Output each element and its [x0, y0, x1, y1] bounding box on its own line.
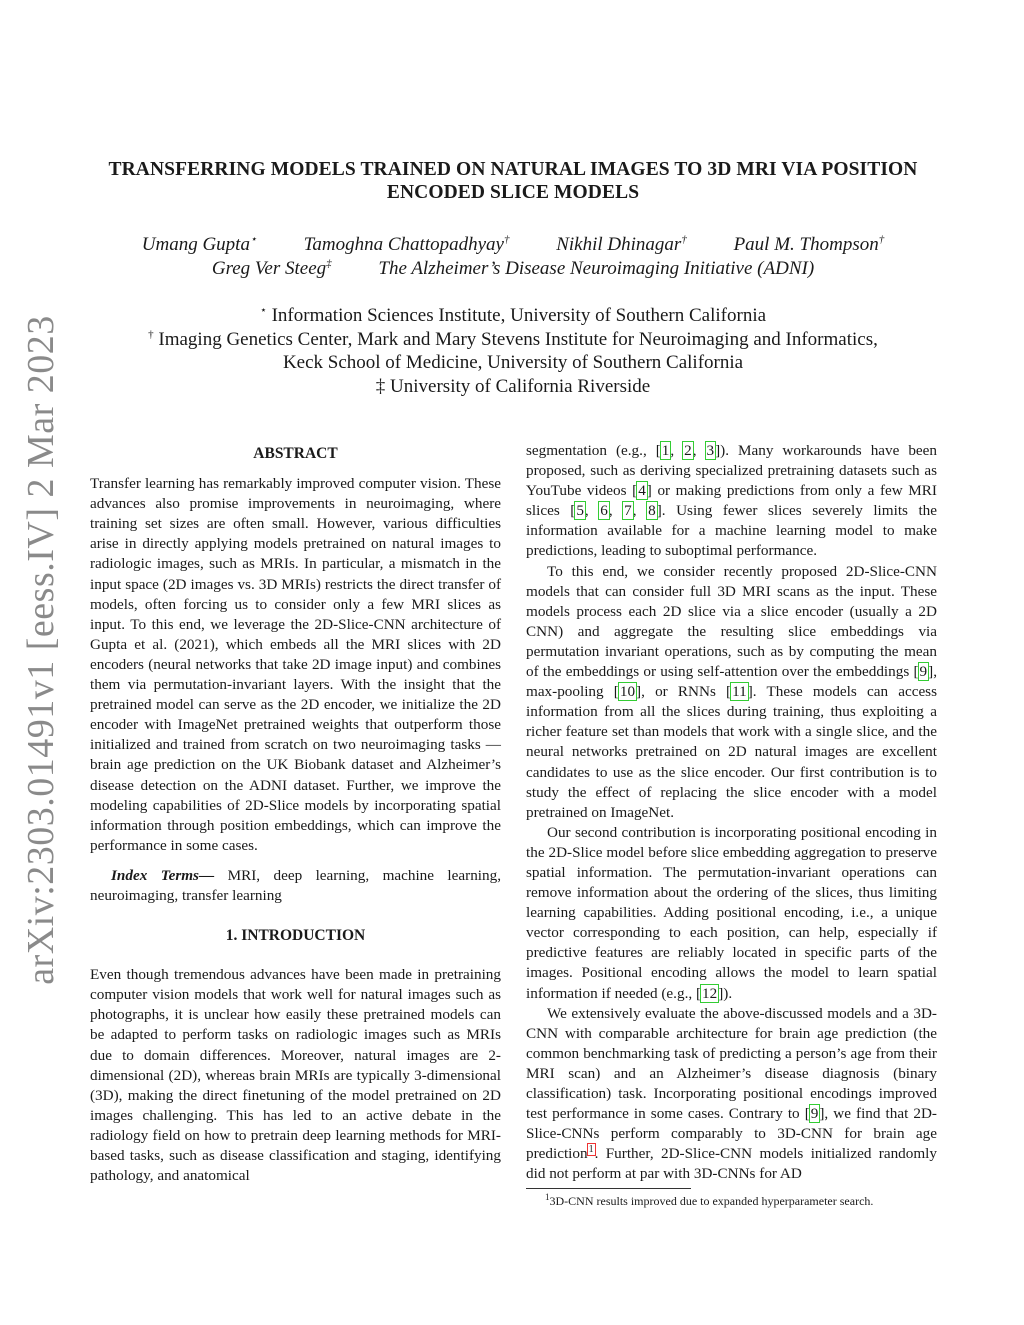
intro-paragraph: segmentation (e.g., [1, 2, 3]). Many workarounds have been proposed, such as deriving specialized pretraining datasets such as YouTube videos [4] or making predictions from only a few MRI slices [5, 6, 7, 8]. Using fewer slices severely limits the information available for a machine learning model to make predictions, leading to suboptimal performance. [526, 442, 938, 560]
footnote: $^1$3D-CNN results improved due to expanded hyperparameter search. [545, 1192, 874, 1208]
abstract-heading: ABSTRACT [253, 445, 338, 462]
citation-link[interactable]: 7 [624, 502, 632, 520]
author-list [90, 233, 936, 281]
citation-link[interactable]: 11 [732, 683, 747, 701]
intro-paragraph: Even though tremendous advances have been made in pretraining computer vision models that work well for natural images such as photographs, it is unclear how easily these pretrained models can be adapted to perform tasks on radiologic images such as MRIs due to domain differences. Moreover, natural images are 2-dimensional (2D), whereas brain MRIs are typically 3-dimensional (3D), making the direct finetuning of the model pretrained on 2D images challenging. This has led to an active debate in the radiology field on how to pretrain deep learning methods for MRI-based tasks, such as disease classification and staging, identifying pathology, and anatomical [90, 966, 501, 1185]
citation-link[interactable]: 1 [661, 442, 670, 459]
citation-link[interactable]: 3 [706, 442, 715, 459]
arxiv-identifier: arXiv:2303.01491v1 [eess.IV] 2 Mar 2023 [20, 315, 62, 985]
index-terms: Index Terms— MRI, deep learning, machine learning, neuroimaging, transfer learning [90, 866, 501, 904]
citation-link[interactable]: 12 [702, 984, 718, 1002]
citation-link[interactable]: 9 [810, 1105, 819, 1123]
affiliations [90, 304, 936, 398]
author: Greg Ver Steeg‡ [211, 257, 332, 279]
citation-link[interactable]: 10 [619, 683, 636, 701]
left-column [90, 440, 501, 1186]
citation-link[interactable]: 6 [600, 502, 608, 520]
affiliation: ⋆ Information Sciences Institute, University of Southern California [259, 304, 767, 326]
intro-paragraph: Our second contribution is incorporating positional encoding in the 2D-Slice model before slice embedding aggregation to preserve spatial information. The permutation-invariant operations can remove information about the ordering of the slices, thus limiting learning capabilities. Adding positional encoding, i.e., a unique vector corresponding to each position, can help, especially if predictive features are reliably located in specific parts of the images. Positional encoding allows the model to learn spatial information if needed (e.g., [12]). [526, 823, 937, 1002]
footnote-rule [526, 1188, 691, 1189]
intro-paragraph: We extensively evaluate the above-discussed models and a 3D-CNN with comparable architecture for brain age prediction (the common benchmarking task of predicting a person’s age from their MRI scan) and an Alzheimer’s disease diagnosis (binary classification) task. Incorporating positional encodings improved test performance in some cases. Contrary to [9], we find that 2D-Slice-CNNs perform comparably to 3D-CNN for brain age prediction$^1$. Further, 2D-Slice-CNN models initialized randomly did not perform at par with 3D-CNNs for AD [526, 1004, 937, 1183]
right-column [526, 441, 937, 1184]
author: Paul M. Thompson† [733, 233, 885, 255]
author: Tamoghna Chattopadhyay† [303, 233, 510, 255]
affiliation: Keck School of Medicine, University of Southern California [282, 352, 744, 373]
introduction-heading: 1. INTRODUCTION [225, 927, 366, 945]
citation-link[interactable]: 5 [576, 502, 584, 520]
affiliation: † Imaging Genetics Center, Mark and Mary Stevens Institute for Neuroimaging and Informatics, [148, 328, 878, 350]
author: Umang Gupta⋆ [141, 233, 257, 255]
arxiv-sidebar [8, 315, 74, 985]
paper-title: TRANSFERRING MODELS TRAINED ON NATURAL IMAGES TO 3D MRI VIA POSITION ENCODED SLICE MODELS [108, 159, 918, 203]
citation-link[interactable]: 4 [638, 482, 646, 500]
citation-link[interactable]: 9 [919, 663, 928, 681]
footnote-link[interactable]: 1 [588, 1144, 594, 1156]
citation-link[interactable]: 8 [648, 502, 656, 520]
intro-paragraph: To this end, we consider recently proposed 2D-Slice-CNN models that can consider full 3D MRI scans as the input. These models process each 2D slice via a slice encoder (usually a 2D CNN) and aggregate the resulting slice embeddings via permutation invariant operations, such as by computing the mean of the embeddings or using self-attention over the embeddings [9], max-pooling [10], or RNNs [11]. These models can access information from all the slices during training, thus exploiting a richer feature set than models that work with a single slice, and the neural networks pretrained on 2D natural images are excellent candidates to use as the slice encoder. Our first contribution is to study the effect of replacing the slice encoder with a model pretrained on ImageNet. [526, 562, 938, 821]
author: Nikhil Dhinagar† [556, 233, 687, 255]
affiliation: ‡ University of California Riverside [375, 375, 651, 397]
citation-link[interactable]: 2 [684, 442, 692, 459]
abstract-text: Transfer learning has remarkably improved computer vision. These advances also promise improvements in neuroimaging, where training set sizes are often small. However, various difficulties arise in directly applying models pretrained on natural images to radiologic images, such as MRIs. In particular, a mismatch in the input space (2D images vs. 3D MRIs) restricts the direct transfer of models, often forcing us to consider only a few MRI slices as input. To this end, we leverage the 2D-Slice-CNN architecture of Gupta et al. (2021), which embeds all the MRI slices with 2D encoders (neural networks that take 2D image input) and combines them via permutation-invariant layers. With the insight that the pretrained model can serve as the 2D encoder, we initialize the 2D encoder with ImageNet pretrained weights that outperform those initialized and trained from scratch on two neuroimaging tasks — brain age prediction on the UK Biobank dataset and Alzheimer’s disease detection on the ADNI dataset. Further, we improve the modeling capabilities of 2D-Slice models by incorporating spatial information through position embeddings, which can improve the performance in some cases. [90, 475, 501, 854]
author: The Alzheimer’s Disease Neuroimaging Initiative (ADNI) [378, 258, 815, 279]
